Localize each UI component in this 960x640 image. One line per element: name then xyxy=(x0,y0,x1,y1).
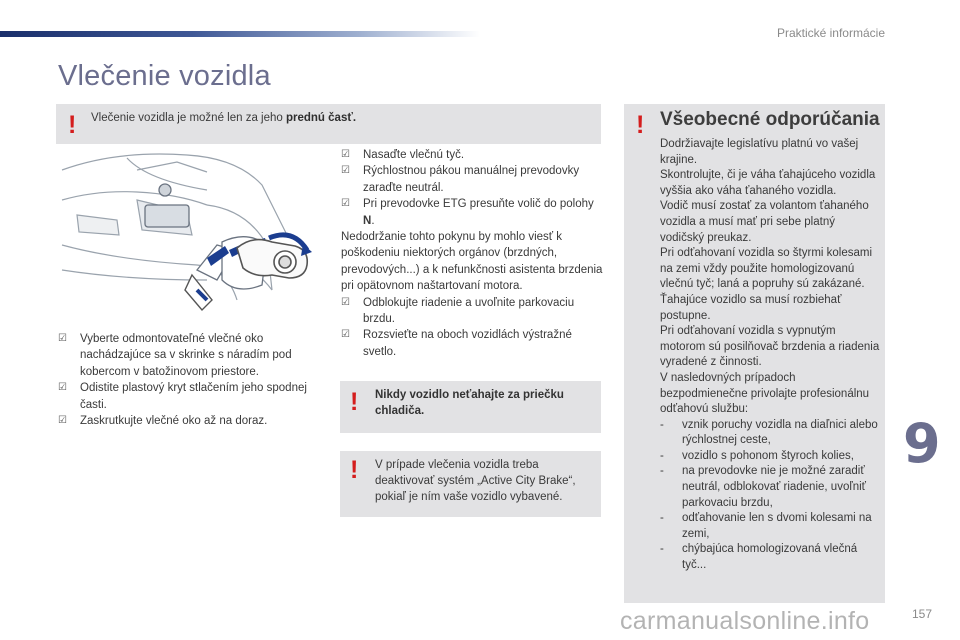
pointer-icon: ☑ xyxy=(58,333,67,344)
list-item: - vznik poruchy vozidla na diaľnici alebo rýchlostnej ceste, xyxy=(660,418,878,447)
general-line: Pri odťahovaní vozidla s vypnutým motorom sú posilňovač brzdenia a riadenia vyradené z činnosti. xyxy=(660,325,880,369)
left-steps-list xyxy=(58,331,318,429)
chapter-number: 9 xyxy=(903,412,941,475)
list-item: - vozidlo s pohonom štyroch kolies, xyxy=(660,449,854,462)
list-item: ☑ Pri prevodovke ETG presuňte volič do polohy N. xyxy=(341,198,594,227)
warning-text: Vlečenie vozidla je možné len za jeho prednú časť. xyxy=(91,112,357,124)
warning-text: V prípade vlečenia vozidla treba deaktivovať systém „Active City Brake“, pokiaľ je ním vaše vozidlo vybavené. xyxy=(375,459,576,503)
warning-box-city-brake xyxy=(340,451,601,517)
general-line: V nasledovných prípadoch bezpodmienečne privolajte profesionálnu odťahovú službu: xyxy=(660,371,870,416)
exclamation-icon: ! xyxy=(350,456,359,484)
list-item: ☑ Odblokujte riadenie a uvoľnite parkovaciu brzdu. xyxy=(341,296,575,326)
list-item: ☑ Vyberte odmontovateľné vlečné oko nachádzajúce sa v skrinke s náradím pod kobercom v batožinovom priestore. xyxy=(58,333,292,378)
general-body xyxy=(660,137,880,574)
pointer-icon: ☑ xyxy=(58,382,67,394)
page-number: 157 xyxy=(912,607,933,621)
exclamation-icon: ! xyxy=(350,388,359,416)
list-item: ☑ Nasaďte vlečnú tyč. xyxy=(341,147,603,163)
towing-eye-illustration xyxy=(57,150,317,340)
pointer-icon: ☑ xyxy=(341,296,350,308)
general-line: Pri odťahovaní vozidla so štyrmi kolesami na zemi vždy použite homologizovanú vlečnú tyč; laná a popruhy sú zakázané. xyxy=(660,247,873,291)
general-heading: Všeobecné odporúčania xyxy=(660,109,880,130)
warning-paragraph: Nedodržanie tohto pokynu by mohlo viesť k poškodeniu niektorých orgánov (brzdných, prevodových...) a k nefunkčnosti asistenta brzdenia pri opätovnom naštartovaní motora. xyxy=(341,231,603,293)
middle-steps-list xyxy=(341,147,603,360)
exclamation-icon: ! xyxy=(68,111,77,139)
pointer-icon: ☑ xyxy=(341,329,350,341)
general-line: Skontrolujte, či je váha ťahajúceho vozidla vyššia ako váha ťahaného vozidla. xyxy=(660,169,876,197)
general-line: Vodič musí zostať za volantom ťahaného vozidla a musí mať pri sebe platný vodičský preukaz. xyxy=(660,200,869,244)
header-gradient-bar xyxy=(0,31,480,37)
warning-box-radiator xyxy=(340,381,601,433)
pointer-icon: ☑ xyxy=(58,415,67,427)
list-item: ☑ Rýchlostnou pákou manuálnej prevodovky zaraďte neutrál. xyxy=(341,165,580,194)
list-item: - na prevodovke nie je možné zaradiť neutrál, odblokovať riadenie, uvoľniť parkovaciu brzdu, xyxy=(660,465,866,509)
list-item: ☑ Zaskrutkujte vlečné oko až na doraz. xyxy=(58,413,318,429)
pointer-icon: ☑ xyxy=(341,149,350,160)
exclamation-icon: ! xyxy=(636,111,645,139)
general-recommendations-box xyxy=(624,104,885,603)
list-item: - odťahovanie len s dvomi kolesami na zemi, xyxy=(660,512,872,540)
warning-box-front-only xyxy=(56,104,601,144)
pointer-icon: ☑ xyxy=(341,165,350,177)
list-item: ☑ Rozsvieťte na oboch vozidlách výstražné svetlo. xyxy=(341,329,572,358)
list-item: - chýbajúca homologizovaná vlečná tyč... xyxy=(660,543,858,572)
watermark: carmanualsonline.info xyxy=(620,607,870,635)
general-line: Ťahajúce vozidlo sa musí rozbiehať postupne. xyxy=(660,293,842,322)
page-title: Vlečenie vozidla xyxy=(58,60,271,92)
pointer-icon: ☑ xyxy=(341,198,350,210)
warning-text: Nikdy vozidlo neťahajte za priečku chladiča. xyxy=(375,389,564,417)
general-line: Dodržiavajte legislatívu platnú vo vašej krajine. xyxy=(660,138,859,166)
list-item: ☑ Odistite plastový kryt stlačením jeho spodnej časti. xyxy=(58,382,307,411)
section-title: Praktické informácie xyxy=(776,26,885,40)
